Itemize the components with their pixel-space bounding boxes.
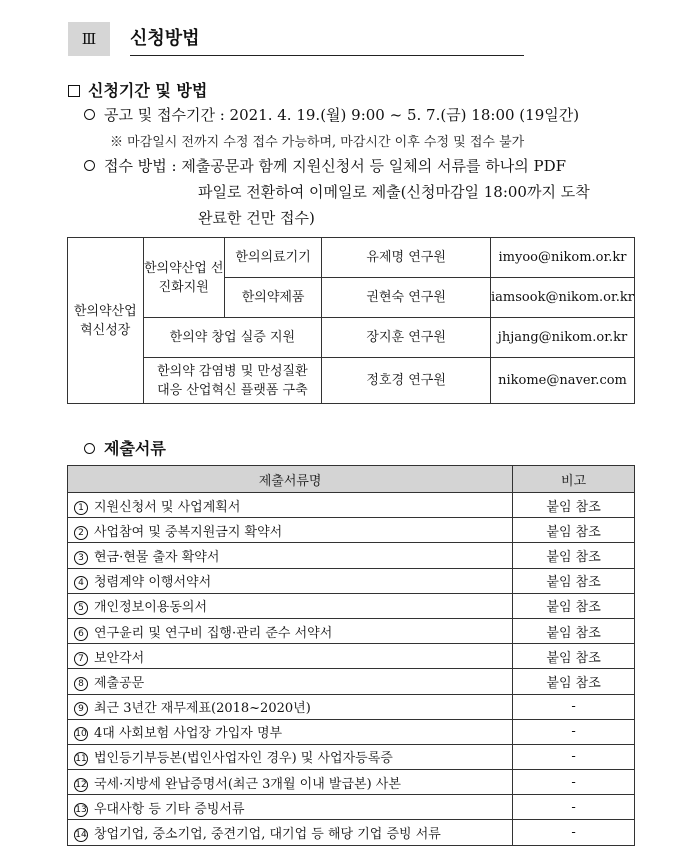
doc-name: 개인정보이용동의서 bbox=[94, 600, 208, 616]
announce-bullet: 공고 및 접수기간 : 2021. 4. 19.(월) 9:00 ~ 5. 7.(금) 18:00 (19일간) bbox=[84, 104, 579, 125]
doc-number: 13 bbox=[75, 804, 87, 815]
doc-name: 현금·현물 출자 확약서 bbox=[94, 549, 220, 565]
doc-name: 국세·지방세 완납증명서(최근 3개월 이내 발급본) 사본 bbox=[94, 776, 401, 792]
contact-person: 권현숙 연구원 bbox=[322, 278, 491, 318]
doc-name: 제출공문 bbox=[94, 675, 145, 691]
table-row bbox=[68, 770, 635, 795]
contact-email: iamsook@nikom.or.kr bbox=[491, 278, 635, 318]
table-row bbox=[68, 568, 635, 593]
contact-person: 유제명 연구원 bbox=[322, 238, 491, 278]
contact-program: 한의의료기기 bbox=[224, 238, 321, 278]
table-row bbox=[68, 719, 635, 744]
contact-program: 한의약 감염병 및 만성질환 대응 산업혁신 플랫폼 구축 bbox=[143, 358, 322, 404]
doc-name: 보안각서 bbox=[94, 650, 145, 666]
table-row bbox=[68, 618, 635, 643]
doc-remark: 붙임 참조 bbox=[513, 618, 635, 643]
contact-email: nikome@naver.com bbox=[491, 358, 635, 404]
table-row bbox=[68, 669, 635, 694]
doc-remark: 붙임 참조 bbox=[513, 593, 635, 618]
doc-name: 창업기업, 중소기업, 중견기업, 대기업 등 해당 기업 증빙 서류 bbox=[94, 827, 441, 843]
doc-name: 사업참여 및 중복지원금지 확약서 bbox=[94, 524, 283, 540]
doc-number: 7 bbox=[74, 652, 88, 666]
doc-number: 5 bbox=[74, 601, 88, 615]
table-row bbox=[68, 820, 635, 845]
doc-number: 10 bbox=[75, 729, 87, 740]
table-row bbox=[68, 795, 635, 820]
doc-number: 1 bbox=[74, 501, 88, 515]
section-header bbox=[68, 22, 524, 56]
doc-number: 9 bbox=[74, 702, 88, 716]
table-row bbox=[68, 518, 635, 543]
doc-remark: 붙임 참조 bbox=[513, 543, 635, 568]
table-row bbox=[68, 493, 635, 518]
table-row bbox=[68, 644, 635, 669]
doc-number: 12 bbox=[75, 779, 87, 790]
circle-bullet-icon bbox=[84, 109, 95, 120]
circle-bullet-icon bbox=[84, 443, 95, 454]
doc-number: 3 bbox=[74, 551, 88, 565]
contact-table bbox=[67, 237, 635, 404]
doc-number: 2 bbox=[74, 526, 88, 540]
doc-number: 11 bbox=[75, 754, 87, 765]
contact-email: imyoo@nikom.or.kr bbox=[491, 238, 635, 278]
contact-person: 장지훈 연구원 bbox=[322, 318, 491, 358]
method-bullet: 접수 방법 : 제출공문과 함께 지원신청서 등 일체의 서류를 하나의 PDF bbox=[84, 155, 566, 176]
doc-remark: - bbox=[513, 719, 635, 744]
doc-remark: 붙임 참조 bbox=[513, 568, 635, 593]
section-title: 신청방법 bbox=[130, 28, 200, 49]
contact-program: 한의약제품 bbox=[224, 278, 321, 318]
square-bullet-icon bbox=[68, 85, 80, 97]
contact-program: 한의약 창업 실증 지원 bbox=[143, 318, 322, 358]
doc-name: 연구윤리 및 연구비 집행·관리 준수 서약서 bbox=[94, 625, 333, 641]
contact-email: jhjang@nikom.or.kr bbox=[491, 318, 635, 358]
docs-header-name: 제출서류명 bbox=[68, 466, 513, 493]
contact-subgroup: 한의약산업 선진화지원 bbox=[143, 238, 224, 318]
doc-remark: 붙임 참조 bbox=[513, 669, 635, 694]
doc-remark: - bbox=[513, 744, 635, 769]
docs-table bbox=[67, 465, 635, 846]
table-row bbox=[68, 744, 635, 769]
doc-name: 법인등기부등본(법인사업자인 경우) 및 사업자등록증 bbox=[94, 751, 393, 767]
doc-number: 6 bbox=[74, 627, 88, 641]
contact-group: 한의약산업 혁신성장 bbox=[68, 238, 144, 404]
doc-remark: - bbox=[513, 820, 635, 845]
doc-number: 8 bbox=[74, 677, 88, 691]
table-row bbox=[68, 694, 635, 719]
doc-name: 지원신청서 및 사업계획서 bbox=[94, 499, 241, 515]
docs-heading: 제출서류 bbox=[84, 436, 166, 459]
doc-number: 14 bbox=[75, 830, 87, 841]
doc-remark: 붙임 참조 bbox=[513, 518, 635, 543]
period-heading: 신청기간 및 방법 bbox=[68, 78, 207, 101]
contact-person: 정호경 연구원 bbox=[322, 358, 491, 404]
doc-name: 청렴계약 이행서약서 bbox=[94, 575, 212, 591]
table-row bbox=[68, 593, 635, 618]
doc-name: 우대사항 등 기타 증빙서류 bbox=[94, 801, 245, 817]
doc-remark: - bbox=[513, 770, 635, 795]
doc-number: 4 bbox=[74, 576, 88, 590]
table-row bbox=[68, 543, 635, 568]
method-line-3: 완료한 건만 접수) bbox=[198, 209, 315, 227]
doc-remark: - bbox=[513, 795, 635, 820]
method-line-2: 파일로 전환하여 이메일로 제출(신청마감일 18:00까지 도착 bbox=[198, 183, 590, 201]
doc-name: 최근 3년간 재무제표(2018~2020년) bbox=[94, 701, 311, 717]
doc-remark: 붙임 참조 bbox=[513, 644, 635, 669]
doc-remark: 붙임 참조 bbox=[513, 493, 635, 518]
section-number: Ⅲ bbox=[68, 22, 110, 56]
section-underline bbox=[130, 55, 524, 56]
deadline-note: ※ 마감일시 전까지 수정 접수 가능하며, 마감시간 이후 수정 및 접수 불가 bbox=[110, 135, 525, 150]
doc-remark: - bbox=[513, 694, 635, 719]
circle-bullet-icon bbox=[84, 160, 95, 171]
doc-name: 4대 사회보험 사업장 가입자 명부 bbox=[94, 726, 283, 742]
docs-header-remark: 비고 bbox=[513, 466, 635, 493]
